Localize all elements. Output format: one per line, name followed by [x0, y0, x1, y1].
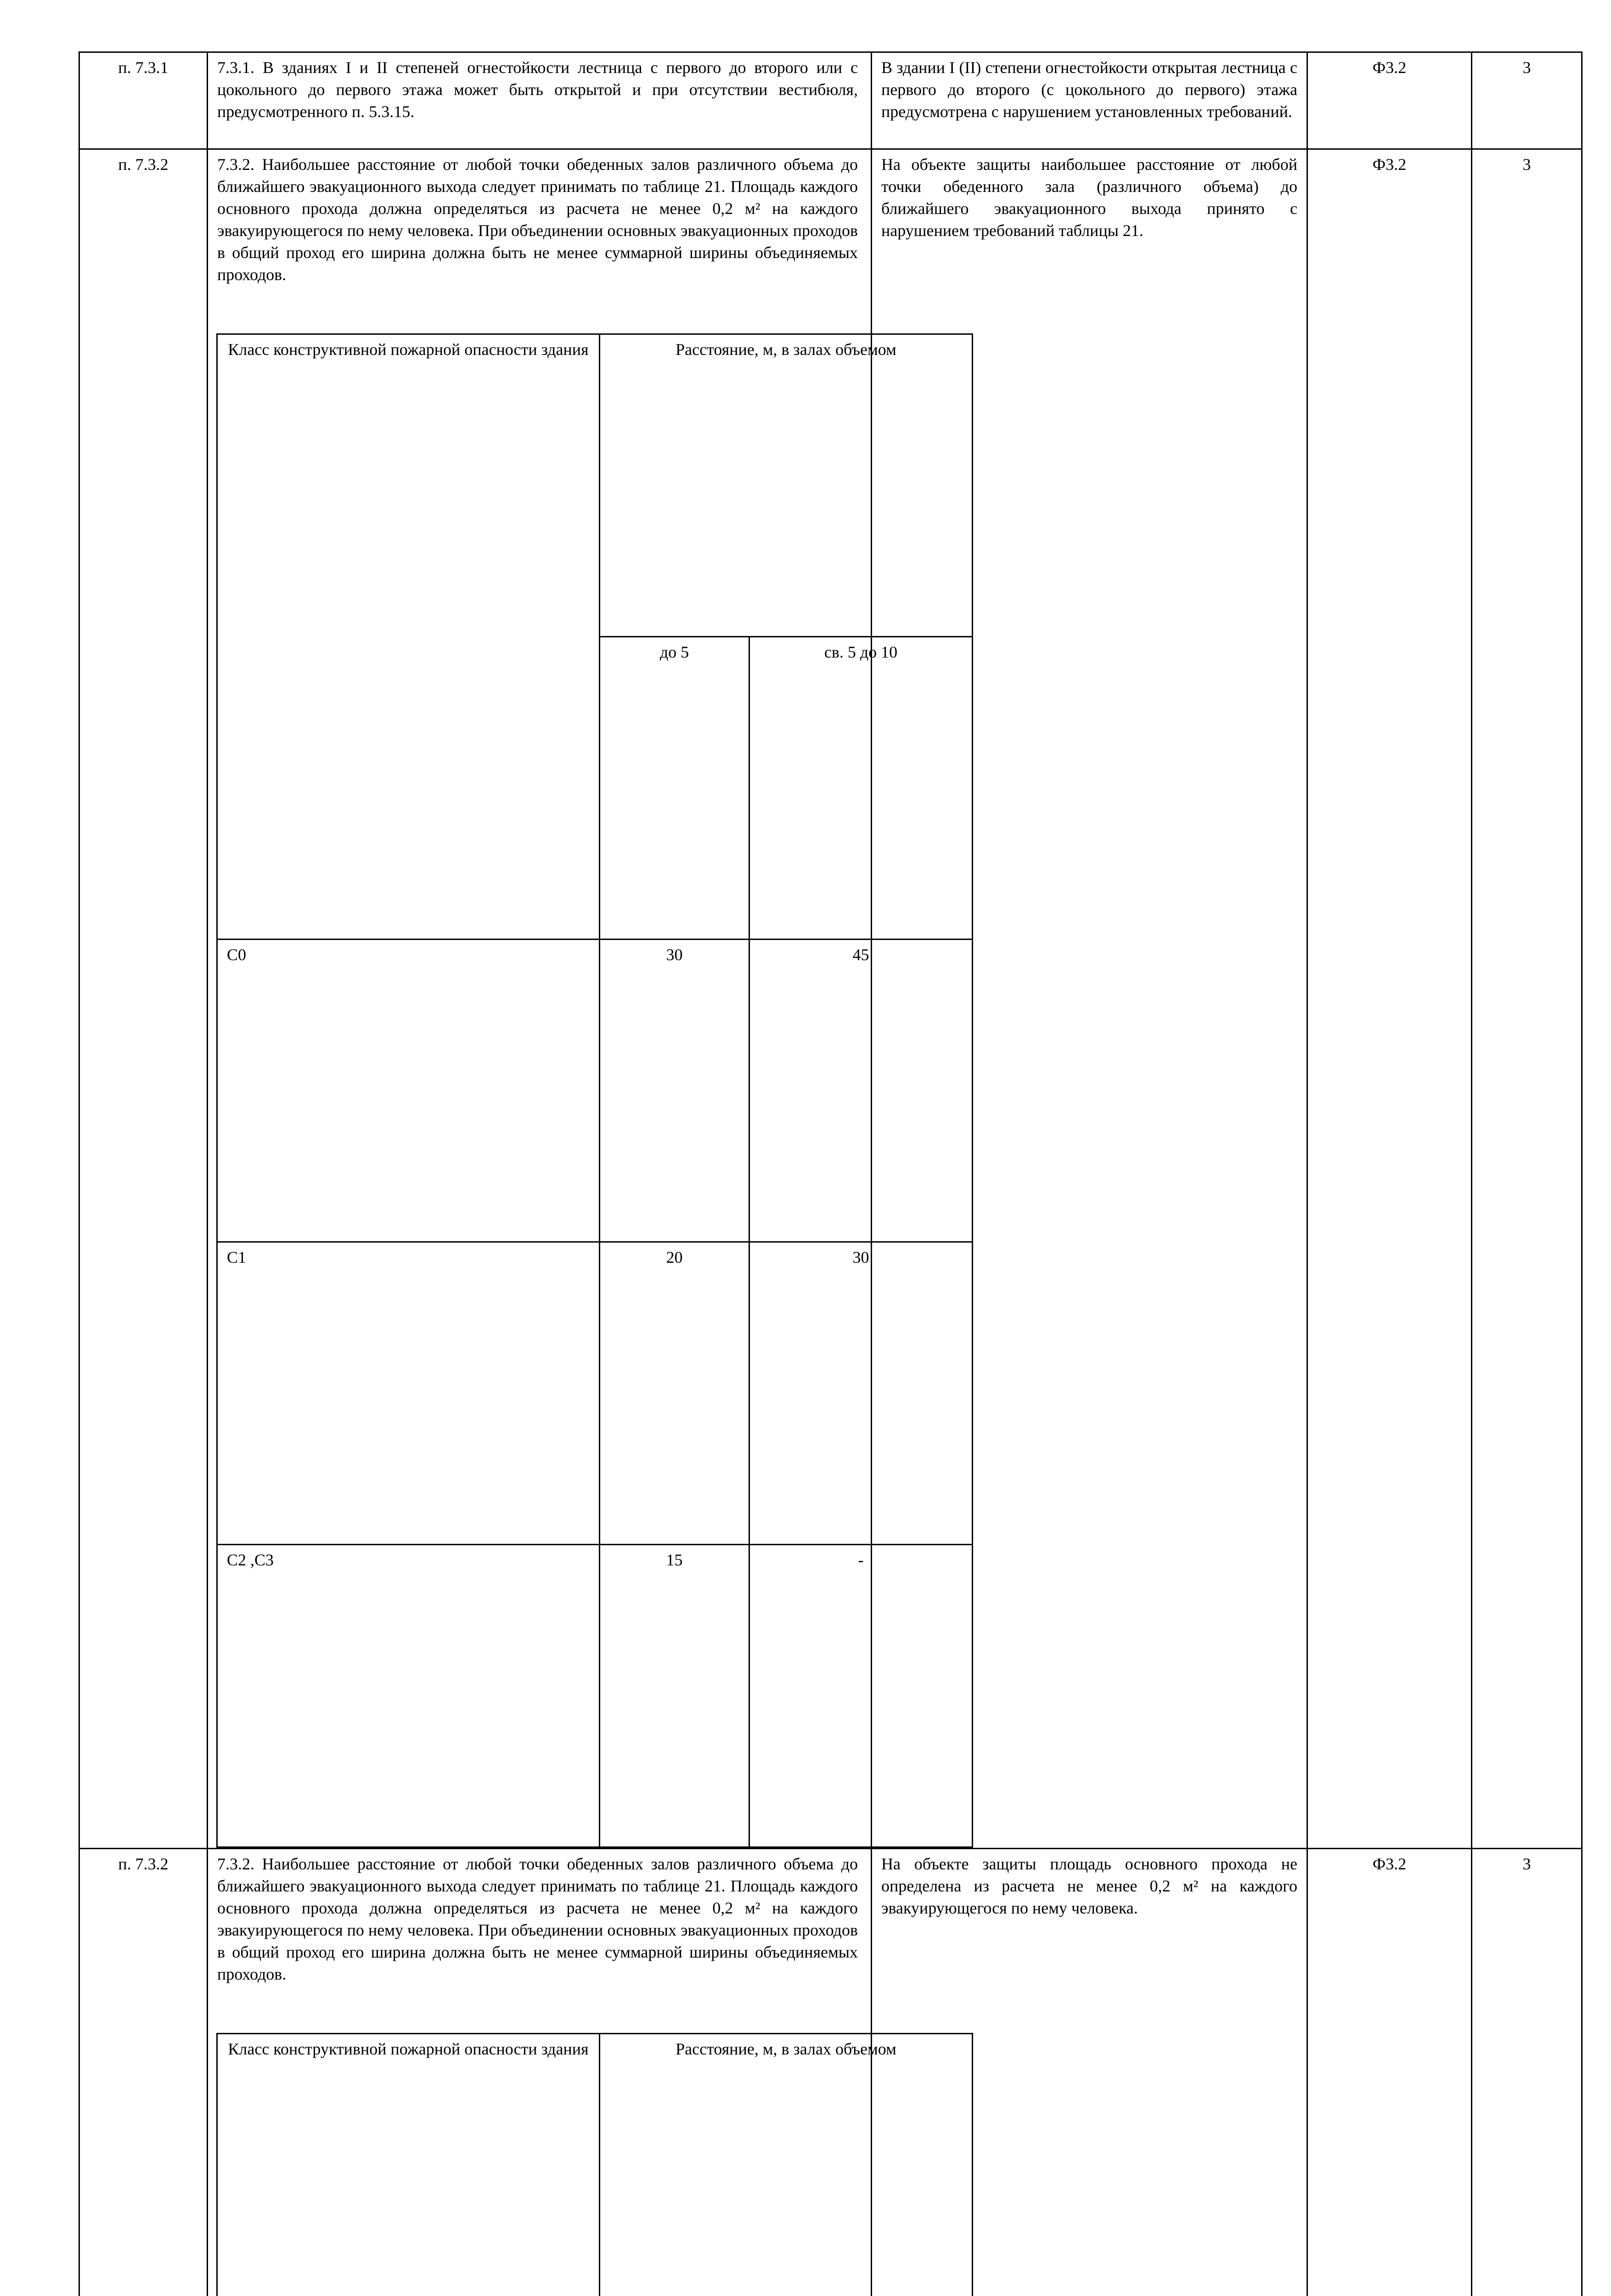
distance-value: 30 — [749, 1242, 973, 1545]
subtable-header-distance: Расстояние, м, в залах объемом — [600, 2034, 973, 2296]
violation-description: В здании I (II) степени огнестойкости открытая лестница с первого до второго (с цокольного до первого) этажа предусмотрена с нарушением установленных требований. — [872, 52, 1307, 149]
class-code: Ф3.2 — [1307, 1849, 1472, 2296]
fire-class: С1 — [217, 1242, 600, 1545]
subtable-header-distance: Расстояние, м, в залах объемом — [600, 334, 973, 637]
subtable-row — [217, 1545, 973, 1847]
requirement-text: 7.3.2. Наибольшее расстояние от любой точки обеденных залов различного объема до ближайшего эвакуационного выхода следует принимать по таблице 21. Площадь каждого основного прохода должна определяться из расчета не менее 0,2 м² на каждого эвакуирующегося по нему человека. При объединении основных эвакуационных проходов в общий проход его ширина должна быть не менее суммарной ширины объединяемых проходов. — [217, 1853, 858, 1985]
class-code: Ф3.2 — [1307, 149, 1472, 1849]
risk-value: 3 — [1472, 149, 1582, 1849]
subtable-row — [217, 1242, 973, 1545]
fire-class: С2 ,С3 — [217, 1545, 600, 1847]
fire-class: С0 — [217, 940, 600, 1242]
distance-value: 30 — [600, 940, 749, 1242]
subtable-col-1: до 5 — [600, 637, 749, 940]
table-row — [79, 52, 1582, 149]
distance-value: 20 — [600, 1242, 749, 1545]
risk-value: 3 — [1472, 52, 1582, 149]
requirement-cell — [208, 149, 872, 1849]
subtable-header-class: Класс конструктивной пожарной опасности здания — [217, 334, 600, 940]
table-row — [79, 149, 1582, 1849]
subtable-col-2: св. 5 до 10 — [749, 637, 973, 940]
subtable-header-class: Класс конструктивной пожарной опасности здания — [217, 2034, 600, 2296]
distance-value: 15 — [600, 1545, 749, 1847]
subtable-row — [217, 940, 973, 1242]
risk-value: 3 — [1472, 1849, 1582, 2296]
violation-description: На объекте защиты площадь основного прохода не определена из расчета не менее 0,2 м² на каждого эвакуирующегося по нему человека. — [872, 1849, 1307, 2296]
distance-subtable — [216, 333, 973, 1848]
requirement-text: 7.3.1. В зданиях I и II степеней огнестойкости лестница с первого до второго или с цокольного до первого этажа может быть открытой и при отсутствии вестибюля, предусмотренного п. 5.3.15. — [217, 56, 858, 123]
norm-reference: п. 7.3.2 — [79, 1849, 208, 2296]
distance-value: - — [749, 1545, 973, 1847]
requirement-cell — [208, 1849, 872, 2296]
requirement-text: 7.3.2. Наибольшее расстояние от любой точки обеденных залов различного объема до ближайшего эвакуационного выхода следует принимать по таблице 21. Площадь каждого основного прохода должна определяться из расчета не менее 0,2 м² на каждого эвакуирующегося по нему человека. При объединении основных эвакуационных проходов в общий проход его ширина должна быть не менее суммарной ширины объединяемых проходов. — [217, 153, 858, 286]
norm-reference: п. 7.3.1 — [79, 52, 208, 149]
violation-description: На объекте защиты наибольшее расстояние от любой точки обеденного зала (различного объема) до ближайшего эвакуационного выхода принято с нарушением требований таблицы 21. — [872, 149, 1307, 1849]
requirements-table — [79, 51, 1583, 2296]
table-row — [79, 1849, 1582, 2296]
class-code: Ф3.2 — [1307, 52, 1472, 149]
requirement-cell — [208, 52, 872, 149]
distance-subtable — [216, 2033, 973, 2296]
distance-value: 45 — [749, 940, 973, 1242]
norm-reference: п. 7.3.2 — [79, 149, 208, 1849]
